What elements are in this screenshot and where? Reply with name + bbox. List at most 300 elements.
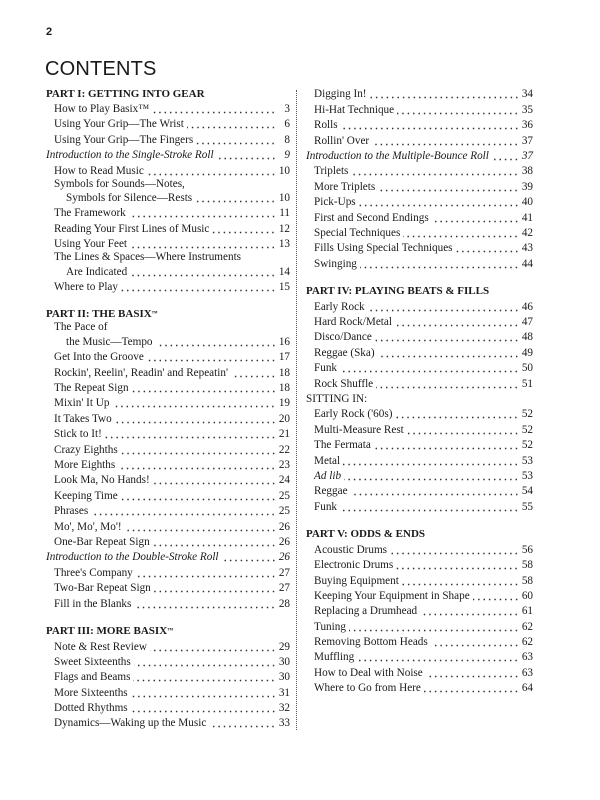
entry-page-number: 39 bbox=[521, 180, 533, 193]
toc-entry[interactable] bbox=[306, 86, 533, 101]
toc-entry[interactable] bbox=[46, 147, 290, 162]
entry-page-number: 49 bbox=[521, 346, 533, 359]
entry-title: Muffling bbox=[314, 651, 355, 664]
part-heading: PART II: THE BASIX ™ bbox=[46, 308, 158, 321]
dot-leader bbox=[187, 121, 276, 129]
entry-title: Reggae (Ska) bbox=[314, 346, 375, 359]
entry-title: Tuning bbox=[314, 620, 346, 633]
section-spacer bbox=[306, 514, 533, 528]
dot-leader bbox=[426, 670, 519, 678]
toc-entry[interactable] bbox=[306, 588, 533, 603]
entry-page-number: 25 bbox=[278, 505, 290, 518]
dot-leader bbox=[147, 354, 276, 362]
dot-leader bbox=[473, 593, 519, 601]
trademark-symbol: ™ bbox=[151, 311, 158, 318]
dot-leader bbox=[121, 447, 276, 455]
entry-title-line: Symbols for Sounds—Notes, bbox=[54, 177, 185, 190]
toc-entry[interactable] bbox=[46, 684, 290, 699]
dot-leader bbox=[132, 385, 276, 393]
entry-title: One-Bar Repeat Sign bbox=[54, 535, 150, 548]
entry-title: Acoustic Drums bbox=[314, 543, 388, 556]
dot-leader bbox=[125, 524, 276, 532]
toc-entry[interactable] bbox=[306, 132, 533, 147]
dot-leader bbox=[374, 442, 519, 450]
toc-entry[interactable] bbox=[306, 163, 533, 178]
toc-entry[interactable] bbox=[46, 380, 290, 395]
entry-page-number: 13 bbox=[278, 238, 290, 251]
dot-leader bbox=[420, 608, 519, 616]
dot-leader bbox=[375, 334, 519, 342]
entry-page-number: 36 bbox=[521, 119, 533, 132]
toc-entry[interactable] bbox=[306, 360, 533, 375]
dot-leader bbox=[195, 195, 276, 203]
toc-entry[interactable] bbox=[46, 580, 290, 595]
toc-entry[interactable] bbox=[46, 131, 290, 146]
dot-leader bbox=[390, 547, 519, 555]
entry-title: Get Into the Groove bbox=[54, 351, 144, 364]
entry-title: Rockin', Reelin', Readin' and Repeatin' bbox=[54, 366, 228, 379]
dot-leader bbox=[91, 508, 276, 516]
entry-title: More Triplets bbox=[314, 180, 376, 193]
entry-title: Ad lib bbox=[314, 469, 342, 482]
dot-leader bbox=[376, 381, 519, 389]
toc-entry[interactable] bbox=[306, 225, 533, 240]
toc-entry[interactable] bbox=[306, 298, 533, 313]
toc-entry[interactable] bbox=[46, 518, 290, 533]
entry-title: Rolls bbox=[314, 119, 338, 132]
dot-leader bbox=[359, 199, 519, 207]
toc-entry[interactable] bbox=[46, 205, 290, 220]
toc-entry[interactable] bbox=[46, 426, 290, 441]
dot-leader bbox=[133, 674, 276, 682]
toc-entry[interactable] bbox=[46, 395, 290, 410]
entry-page-number: 62 bbox=[521, 620, 533, 633]
entry-page-number: 55 bbox=[521, 500, 533, 513]
toc-entry[interactable] bbox=[46, 236, 290, 251]
dot-leader bbox=[130, 241, 276, 249]
entry-title: How to Read Music bbox=[54, 164, 144, 177]
entry-page-number: 30 bbox=[278, 655, 290, 668]
toc-entry[interactable] bbox=[306, 209, 533, 224]
dot-leader bbox=[360, 261, 519, 269]
entry-title: Hi-Hat Technique bbox=[314, 103, 395, 116]
toc-entry[interactable] bbox=[46, 349, 290, 364]
entry-page-number: 38 bbox=[521, 165, 533, 178]
entry-title: Introduction to the Multiple-Bounce Roll bbox=[306, 149, 489, 162]
entry-title: Fills Using Special Techniques bbox=[314, 242, 453, 255]
dot-leader bbox=[378, 184, 519, 192]
entry-title: First and Second Endings bbox=[314, 211, 429, 224]
toc-entry[interactable] bbox=[306, 634, 533, 649]
entry-title: Keeping Your Equipment in Shape bbox=[314, 589, 470, 602]
entry-title: Replacing a Drumhead bbox=[314, 605, 418, 618]
dot-leader bbox=[431, 639, 519, 647]
toc-entry[interactable] bbox=[46, 487, 290, 502]
entry-page-number: 11 bbox=[279, 207, 290, 220]
entry-page-number: 23 bbox=[278, 459, 290, 471]
toc-entry[interactable] bbox=[46, 364, 290, 379]
dot-leader bbox=[340, 365, 519, 373]
entry-title: Crazy Eighths bbox=[54, 443, 118, 456]
entry-title-line bbox=[54, 192, 290, 205]
entry-title: How to Play Basix™ bbox=[54, 102, 150, 115]
page-number: 2 bbox=[46, 26, 53, 38]
dot-leader bbox=[153, 477, 276, 485]
toc-entry[interactable] bbox=[46, 162, 290, 177]
dot-leader bbox=[134, 659, 276, 667]
toc-entry[interactable] bbox=[306, 344, 533, 359]
entry-page-number: 18 bbox=[278, 382, 290, 395]
entry-title: Stick to It! bbox=[54, 428, 102, 441]
entry-title: How to Deal with Noise bbox=[314, 666, 423, 679]
entry-title: Sweet Sixteenths bbox=[54, 655, 131, 668]
dot-leader bbox=[152, 106, 276, 114]
entry-title-line bbox=[54, 335, 290, 348]
entry-page-number: 64 bbox=[521, 682, 533, 695]
toc-entry[interactable] bbox=[46, 116, 290, 131]
entry-page-number: 26 bbox=[278, 551, 290, 564]
entry-title: The Fermata bbox=[314, 439, 371, 452]
entry-title: Hard Rock/Metal bbox=[314, 316, 392, 329]
section-spacer bbox=[306, 271, 533, 285]
dot-leader bbox=[372, 138, 519, 146]
trademark-symbol: ™ bbox=[167, 628, 174, 635]
dot-leader bbox=[121, 493, 276, 501]
dot-leader bbox=[130, 269, 276, 277]
entry-page-number: 60 bbox=[521, 589, 533, 602]
dot-leader bbox=[156, 339, 276, 347]
column-divider bbox=[296, 90, 297, 730]
toc-entry[interactable] bbox=[46, 101, 290, 116]
dot-leader bbox=[196, 137, 276, 145]
toc-entry[interactable] bbox=[46, 638, 290, 653]
dot-leader bbox=[231, 370, 276, 378]
dot-leader bbox=[397, 107, 519, 115]
dot-leader bbox=[432, 215, 519, 223]
entry-title: Three's Company bbox=[54, 566, 133, 579]
dot-leader bbox=[222, 554, 276, 562]
dot-leader bbox=[105, 431, 276, 439]
entry-page-number: 26 bbox=[278, 520, 290, 533]
toc-entry[interactable] bbox=[306, 603, 533, 618]
entry-title: Mo', Mo', Mo'! bbox=[54, 520, 122, 533]
dot-leader bbox=[424, 685, 519, 693]
entry-title-line: The Lines & Spaces—Where Instruments bbox=[54, 251, 242, 264]
dot-leader bbox=[153, 539, 276, 547]
entry-title-line: Symbols for Silence—Rests bbox=[66, 191, 193, 204]
entry-page-number: 22 bbox=[278, 443, 290, 456]
entry-page-number: 41 bbox=[521, 211, 533, 224]
toc-entry[interactable] bbox=[46, 441, 290, 456]
dot-leader bbox=[121, 284, 276, 292]
entry-page-number: 52 bbox=[521, 423, 533, 436]
entry-page-number: 37 bbox=[521, 149, 533, 162]
toc-entry[interactable] bbox=[306, 314, 533, 329]
entry-title: It Takes Two bbox=[54, 412, 112, 425]
dot-leader bbox=[150, 644, 276, 652]
part-heading: PART III: MORE BASIX ™ bbox=[46, 625, 174, 638]
entry-page-number: 29 bbox=[278, 640, 290, 653]
toc-entry[interactable] bbox=[306, 664, 533, 679]
entry-title: Early Rock bbox=[314, 300, 365, 313]
page-title: CONTENTS bbox=[45, 58, 157, 80]
entry-title: Keeping Time bbox=[54, 489, 118, 502]
entry-title: The Repeat Sign bbox=[54, 382, 129, 395]
toc-entry[interactable] bbox=[306, 498, 533, 513]
entry-page-number: 37 bbox=[521, 134, 533, 147]
entry-page-number: 30 bbox=[278, 671, 290, 684]
entry-page-number: 52 bbox=[521, 439, 533, 452]
toc-entry[interactable] bbox=[306, 101, 533, 116]
entry-page-number: 19 bbox=[278, 397, 290, 410]
toc-entry[interactable] bbox=[306, 148, 533, 163]
toc-entry[interactable] bbox=[306, 194, 533, 209]
toc-entry[interactable] bbox=[306, 572, 533, 587]
entry-title: More Sixteenths bbox=[54, 686, 128, 699]
dot-leader bbox=[378, 350, 519, 358]
entry-title: Rock Shuffle bbox=[314, 377, 374, 390]
entry-page-number: 17 bbox=[278, 351, 290, 364]
entry-title: Look Ma, No Hands! bbox=[54, 474, 150, 487]
toc-entry[interactable] bbox=[46, 457, 290, 472]
toc-entry[interactable] bbox=[46, 564, 290, 579]
entry-title: Where to Play bbox=[54, 280, 118, 293]
entry-page-number: 24 bbox=[278, 474, 290, 487]
dot-leader bbox=[209, 720, 276, 728]
entry-page-number: 27 bbox=[278, 582, 290, 595]
entry-page-number: 44 bbox=[521, 257, 533, 270]
entry-title: Triplets bbox=[314, 165, 349, 178]
toc-entry[interactable] bbox=[46, 220, 290, 235]
entry-page-number: 14 bbox=[278, 265, 290, 278]
entry-page-number: 25 bbox=[278, 489, 290, 502]
entry-page-number: 47 bbox=[521, 316, 533, 329]
entry-title: Pick-Ups bbox=[314, 196, 356, 209]
entry-title: Flags and Beams bbox=[54, 671, 131, 684]
part-heading: PART IV: PLAYING BEATS & FILLS bbox=[306, 285, 490, 298]
toc-entry[interactable] bbox=[46, 654, 290, 669]
entry-page-number: 34 bbox=[521, 88, 533, 101]
toc-entry[interactable] bbox=[46, 503, 290, 518]
entry-title: Buying Equipment bbox=[314, 574, 399, 587]
dot-leader bbox=[129, 210, 276, 218]
toc-entry[interactable] bbox=[306, 375, 533, 390]
entry-title-line: The Pace of bbox=[54, 321, 108, 334]
dot-leader bbox=[351, 168, 519, 176]
dot-leader bbox=[456, 245, 519, 253]
dot-leader bbox=[131, 705, 276, 713]
toc-entry[interactable] bbox=[46, 321, 290, 348]
entry-page-number: 62 bbox=[521, 636, 533, 649]
entry-title: Dotted Rhythms bbox=[54, 702, 128, 715]
entry-title: Disco/Dance bbox=[314, 331, 372, 344]
entry-title: Reggae bbox=[314, 485, 348, 498]
entry-title: Using Your Grip—The Fingers bbox=[54, 133, 194, 146]
dot-leader bbox=[403, 230, 519, 238]
dot-leader bbox=[368, 304, 519, 312]
entry-title: Reading Your First Lines of Music bbox=[54, 222, 210, 235]
subsection-heading: SITTING IN: bbox=[306, 393, 368, 406]
entry-title: Rollin' Over bbox=[314, 134, 370, 147]
dot-leader bbox=[370, 91, 519, 99]
toc-entry[interactable] bbox=[46, 279, 290, 294]
entry-page-number: 46 bbox=[521, 300, 533, 313]
entry-page-number: 56 bbox=[521, 543, 533, 556]
entry-page-number: 58 bbox=[521, 559, 533, 572]
dot-leader bbox=[147, 168, 276, 176]
entry-page-number: 6 bbox=[284, 118, 290, 131]
entry-title: Dynamics—Waking up the Music bbox=[54, 717, 207, 730]
toc-entry[interactable] bbox=[46, 700, 290, 715]
entry-page-number: 40 bbox=[521, 196, 533, 209]
section-spacer bbox=[46, 294, 290, 308]
part-heading: PART V: ODDS & ENDS bbox=[306, 528, 426, 541]
entry-page-number: 53 bbox=[521, 454, 533, 467]
toc-entry[interactable] bbox=[306, 255, 533, 270]
toc-entry[interactable] bbox=[46, 595, 290, 610]
toc-entry[interactable] bbox=[306, 406, 533, 421]
entry-title: Metal bbox=[314, 454, 341, 467]
entry-page-number: 35 bbox=[521, 103, 533, 116]
entry-page-number: 21 bbox=[278, 428, 290, 441]
toc-entry[interactable] bbox=[306, 178, 533, 193]
toc-entry[interactable] bbox=[46, 534, 290, 549]
dot-leader bbox=[341, 122, 519, 130]
dot-leader bbox=[395, 411, 519, 419]
dot-leader bbox=[343, 458, 519, 466]
toc-entry[interactable] bbox=[306, 452, 533, 467]
entry-page-number: 10 bbox=[278, 191, 290, 204]
entry-page-number: 18 bbox=[278, 366, 290, 379]
toc-entry[interactable] bbox=[46, 410, 290, 425]
toc-entry[interactable] bbox=[46, 472, 290, 487]
entry-title-line: the Music—Tempo bbox=[66, 335, 153, 348]
entry-title: Digging In! bbox=[314, 88, 367, 101]
toc-entry[interactable] bbox=[46, 178, 290, 205]
dot-leader bbox=[134, 601, 276, 609]
entry-title: Two-Bar Repeat Sign bbox=[54, 582, 151, 595]
entry-page-number: 28 bbox=[278, 597, 290, 610]
entry-page-number: 8 bbox=[284, 133, 290, 146]
dot-leader bbox=[212, 226, 276, 234]
entry-page-number: 12 bbox=[278, 222, 290, 235]
entry-page-number: 32 bbox=[278, 702, 290, 715]
entry-page-number: 15 bbox=[278, 280, 290, 293]
toc-entry[interactable] bbox=[306, 541, 533, 556]
entry-page-number: 61 bbox=[521, 605, 533, 618]
toc-entry[interactable] bbox=[306, 468, 533, 483]
entry-title: Note & Rest Review bbox=[54, 640, 147, 653]
entry-page-number: 10 bbox=[278, 164, 290, 177]
toc-entry[interactable] bbox=[306, 329, 533, 344]
dot-leader bbox=[351, 488, 519, 496]
entry-page-number: 50 bbox=[521, 362, 533, 375]
toc-entry[interactable] bbox=[306, 618, 533, 633]
entry-title: Introduction to the Double-Stroke Roll bbox=[46, 551, 219, 564]
entry-page-number: 54 bbox=[521, 485, 533, 498]
entry-page-number: 58 bbox=[521, 574, 533, 587]
dot-leader bbox=[344, 473, 519, 481]
dot-leader bbox=[112, 400, 276, 408]
entry-title: Swinging bbox=[314, 257, 357, 270]
entry-title: Funk bbox=[314, 362, 338, 375]
entry-title: Multi-Measure Rest bbox=[314, 423, 404, 436]
entry-title: Using Your Feet bbox=[54, 238, 128, 251]
dot-leader bbox=[131, 690, 276, 698]
toc-entry[interactable] bbox=[306, 117, 533, 132]
entry-page-number: 33 bbox=[278, 717, 290, 730]
dot-leader bbox=[402, 578, 519, 586]
toc-entry[interactable] bbox=[46, 549, 290, 564]
entry-page-number: 16 bbox=[278, 335, 290, 348]
entry-page-number: 26 bbox=[278, 535, 290, 548]
toc-entry[interactable] bbox=[306, 557, 533, 572]
entry-title: Special Techniques bbox=[314, 226, 401, 239]
dot-leader bbox=[396, 562, 519, 570]
dot-leader bbox=[136, 570, 276, 578]
toc-entry[interactable] bbox=[306, 421, 533, 436]
entry-page-number: 43 bbox=[521, 242, 533, 255]
entry-title: Removing Bottom Heads bbox=[314, 636, 428, 649]
entry-title: Early Rock ('60s) bbox=[314, 408, 393, 421]
toc-entry[interactable] bbox=[306, 680, 533, 695]
entry-title: Using Your Grip—The Wrist bbox=[54, 118, 184, 131]
toc-entry[interactable] bbox=[306, 483, 533, 498]
entry-page-number: 51 bbox=[521, 377, 533, 390]
entry-title: Funk bbox=[314, 500, 338, 513]
entry-title: Fill in the Blanks bbox=[54, 597, 132, 610]
entry-title: Phrases bbox=[54, 505, 89, 518]
entry-title: More Eighths bbox=[54, 459, 116, 471]
entry-title-line bbox=[54, 265, 290, 278]
part-heading: PART I: GETTING INTO GEAR bbox=[46, 87, 205, 100]
entry-page-number: 48 bbox=[521, 331, 533, 344]
entry-page-number: 63 bbox=[521, 651, 533, 664]
dot-leader bbox=[115, 416, 276, 424]
toc-entry[interactable] bbox=[306, 240, 533, 255]
entry-title-line: Are Indicated bbox=[66, 265, 128, 278]
dot-leader bbox=[349, 624, 519, 632]
section-spacer bbox=[46, 611, 290, 625]
entry-page-number: 9 bbox=[284, 149, 290, 162]
toc-entry[interactable] bbox=[46, 715, 290, 730]
dot-leader bbox=[357, 654, 519, 662]
entry-page-number: 20 bbox=[278, 412, 290, 425]
toc-left-column bbox=[46, 87, 290, 730]
entry-title: The Framework bbox=[54, 207, 126, 220]
dot-leader bbox=[340, 504, 519, 512]
entry-title: Electronic Drums bbox=[314, 559, 394, 572]
entry-title: Where to Go from Here bbox=[314, 682, 421, 695]
entry-page-number: 53 bbox=[521, 469, 533, 482]
toc-entry[interactable] bbox=[306, 649, 533, 664]
dot-leader bbox=[407, 427, 519, 435]
dot-leader bbox=[118, 462, 276, 470]
dot-leader bbox=[395, 319, 519, 327]
entry-page-number: 42 bbox=[521, 226, 533, 239]
entry-page-number: 63 bbox=[521, 666, 533, 679]
toc-entry[interactable] bbox=[46, 669, 290, 684]
toc-entry[interactable] bbox=[46, 251, 290, 278]
entry-title: Mixin' It Up bbox=[54, 397, 110, 410]
toc-entry[interactable] bbox=[306, 437, 533, 452]
entry-page-number: 31 bbox=[278, 686, 290, 699]
toc-right-column bbox=[306, 86, 533, 695]
dot-leader bbox=[154, 585, 276, 593]
entry-page-number: 27 bbox=[278, 566, 290, 579]
entry-page-number: 52 bbox=[521, 408, 533, 421]
entry-page-number: 3 bbox=[284, 102, 290, 115]
